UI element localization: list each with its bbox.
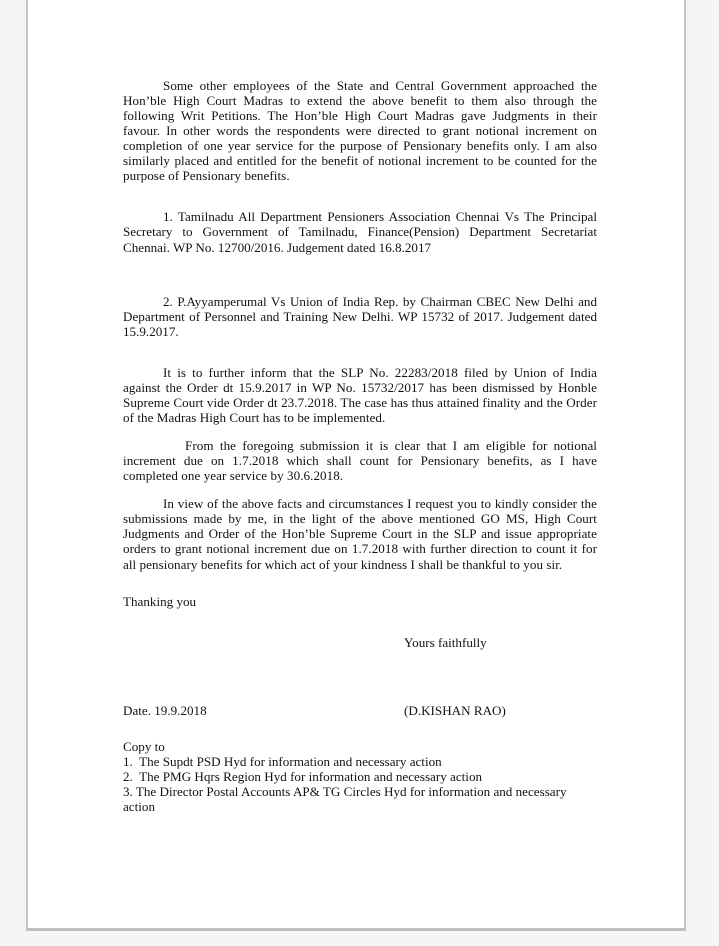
signature-row: [123, 703, 597, 718]
copy-to-block: [123, 739, 597, 814]
numbered-item-2: 2. P.Ayyamperumal Vs Union of India Rep. by Chairman CBEC New Delhi and Department of Personnel and Training New Delhi. WP 15732 of 2017. Judgement dated 15.9.2017.: [123, 293, 597, 339]
paragraph-slp-dismissal: It is to further inform that the SLP No. 22283/2018 filed by Union of India against the Order dt 15.9.2017 in WP No. 15732/2017 has been dismissed by Honble Supreme Court vide Order dt 23.7.2018. The case has thus attained finality and the Order of the Madras High Court has to be implemented.: [123, 364, 597, 426]
document-body: [123, 78, 597, 814]
copy-to-item-3: 3. The Director Postal Accounts AP& TG Circles Hyd for information and necessary action: [123, 783, 567, 814]
spacer: [123, 268, 597, 281]
spacer: [123, 483, 597, 496]
thanking-line: Thanking you: [123, 593, 197, 609]
numbered-item-1: 1. Tamilnadu All Department Pensioners Association Chennai Vs The Principal Secretary to Government of Tamilnadu, Finance(Pension) Department Secretariat Chennai. WP No. 12700/2016. Judgement dated 16.8.2017: [123, 209, 597, 255]
paragraph-intro: Some other employees of the State and Central Government approached the Hon’ble High Court Madras to extend the above benefit to them also through the following Writ Petitions. The Hon’ble High Court Madras gave Judgments in their favour. In other words the respondents were directed to grant notional increment on completion of one year service for the purpose of Pensionary benefits only. I am also similarly placed and entitled for the benefit of notional increment to be counted for the purpose of Pensionary benefits.: [123, 78, 597, 184]
date-line: Date. 19.9.2018: [123, 702, 207, 718]
spacer: [123, 352, 597, 365]
copy-to-item-2: 2. The PMG Hqrs Region Hyd for information and necessary action: [123, 768, 483, 784]
copy-to-item-1: 1. The Supdt PSD Hyd for information and necessary action: [123, 753, 442, 769]
spacer: [123, 425, 597, 438]
page-sheet: [26, 0, 686, 931]
closing-block: [123, 594, 597, 718]
valediction-line: Yours faithfully: [404, 634, 487, 650]
spacer: [123, 183, 597, 196]
copy-to-heading: Copy to: [123, 738, 165, 754]
paragraph-request: In view of the above facts and circumstances I request you to kindly consider the submissions made by me, in the light of the above mentioned GO MS, High Court Judgments and Order of the Hon’ble Supreme Court in the SLP and issue appropriate orders to grant notional increment due on 1.7.2018 with further direction to count it for all pensionary benefits for which act of your kindness I shall be thankful to you sir.: [123, 496, 597, 572]
paragraph-eligibility: From the foregoing submission it is clear that I am eligible for notional increment due on 1.7.2018 which shall count for Pensionary benefits, as I have completed one year service by 30.6.2018.: [123, 438, 597, 484]
signatory-name: (D.KISHAN RAO): [404, 702, 506, 718]
